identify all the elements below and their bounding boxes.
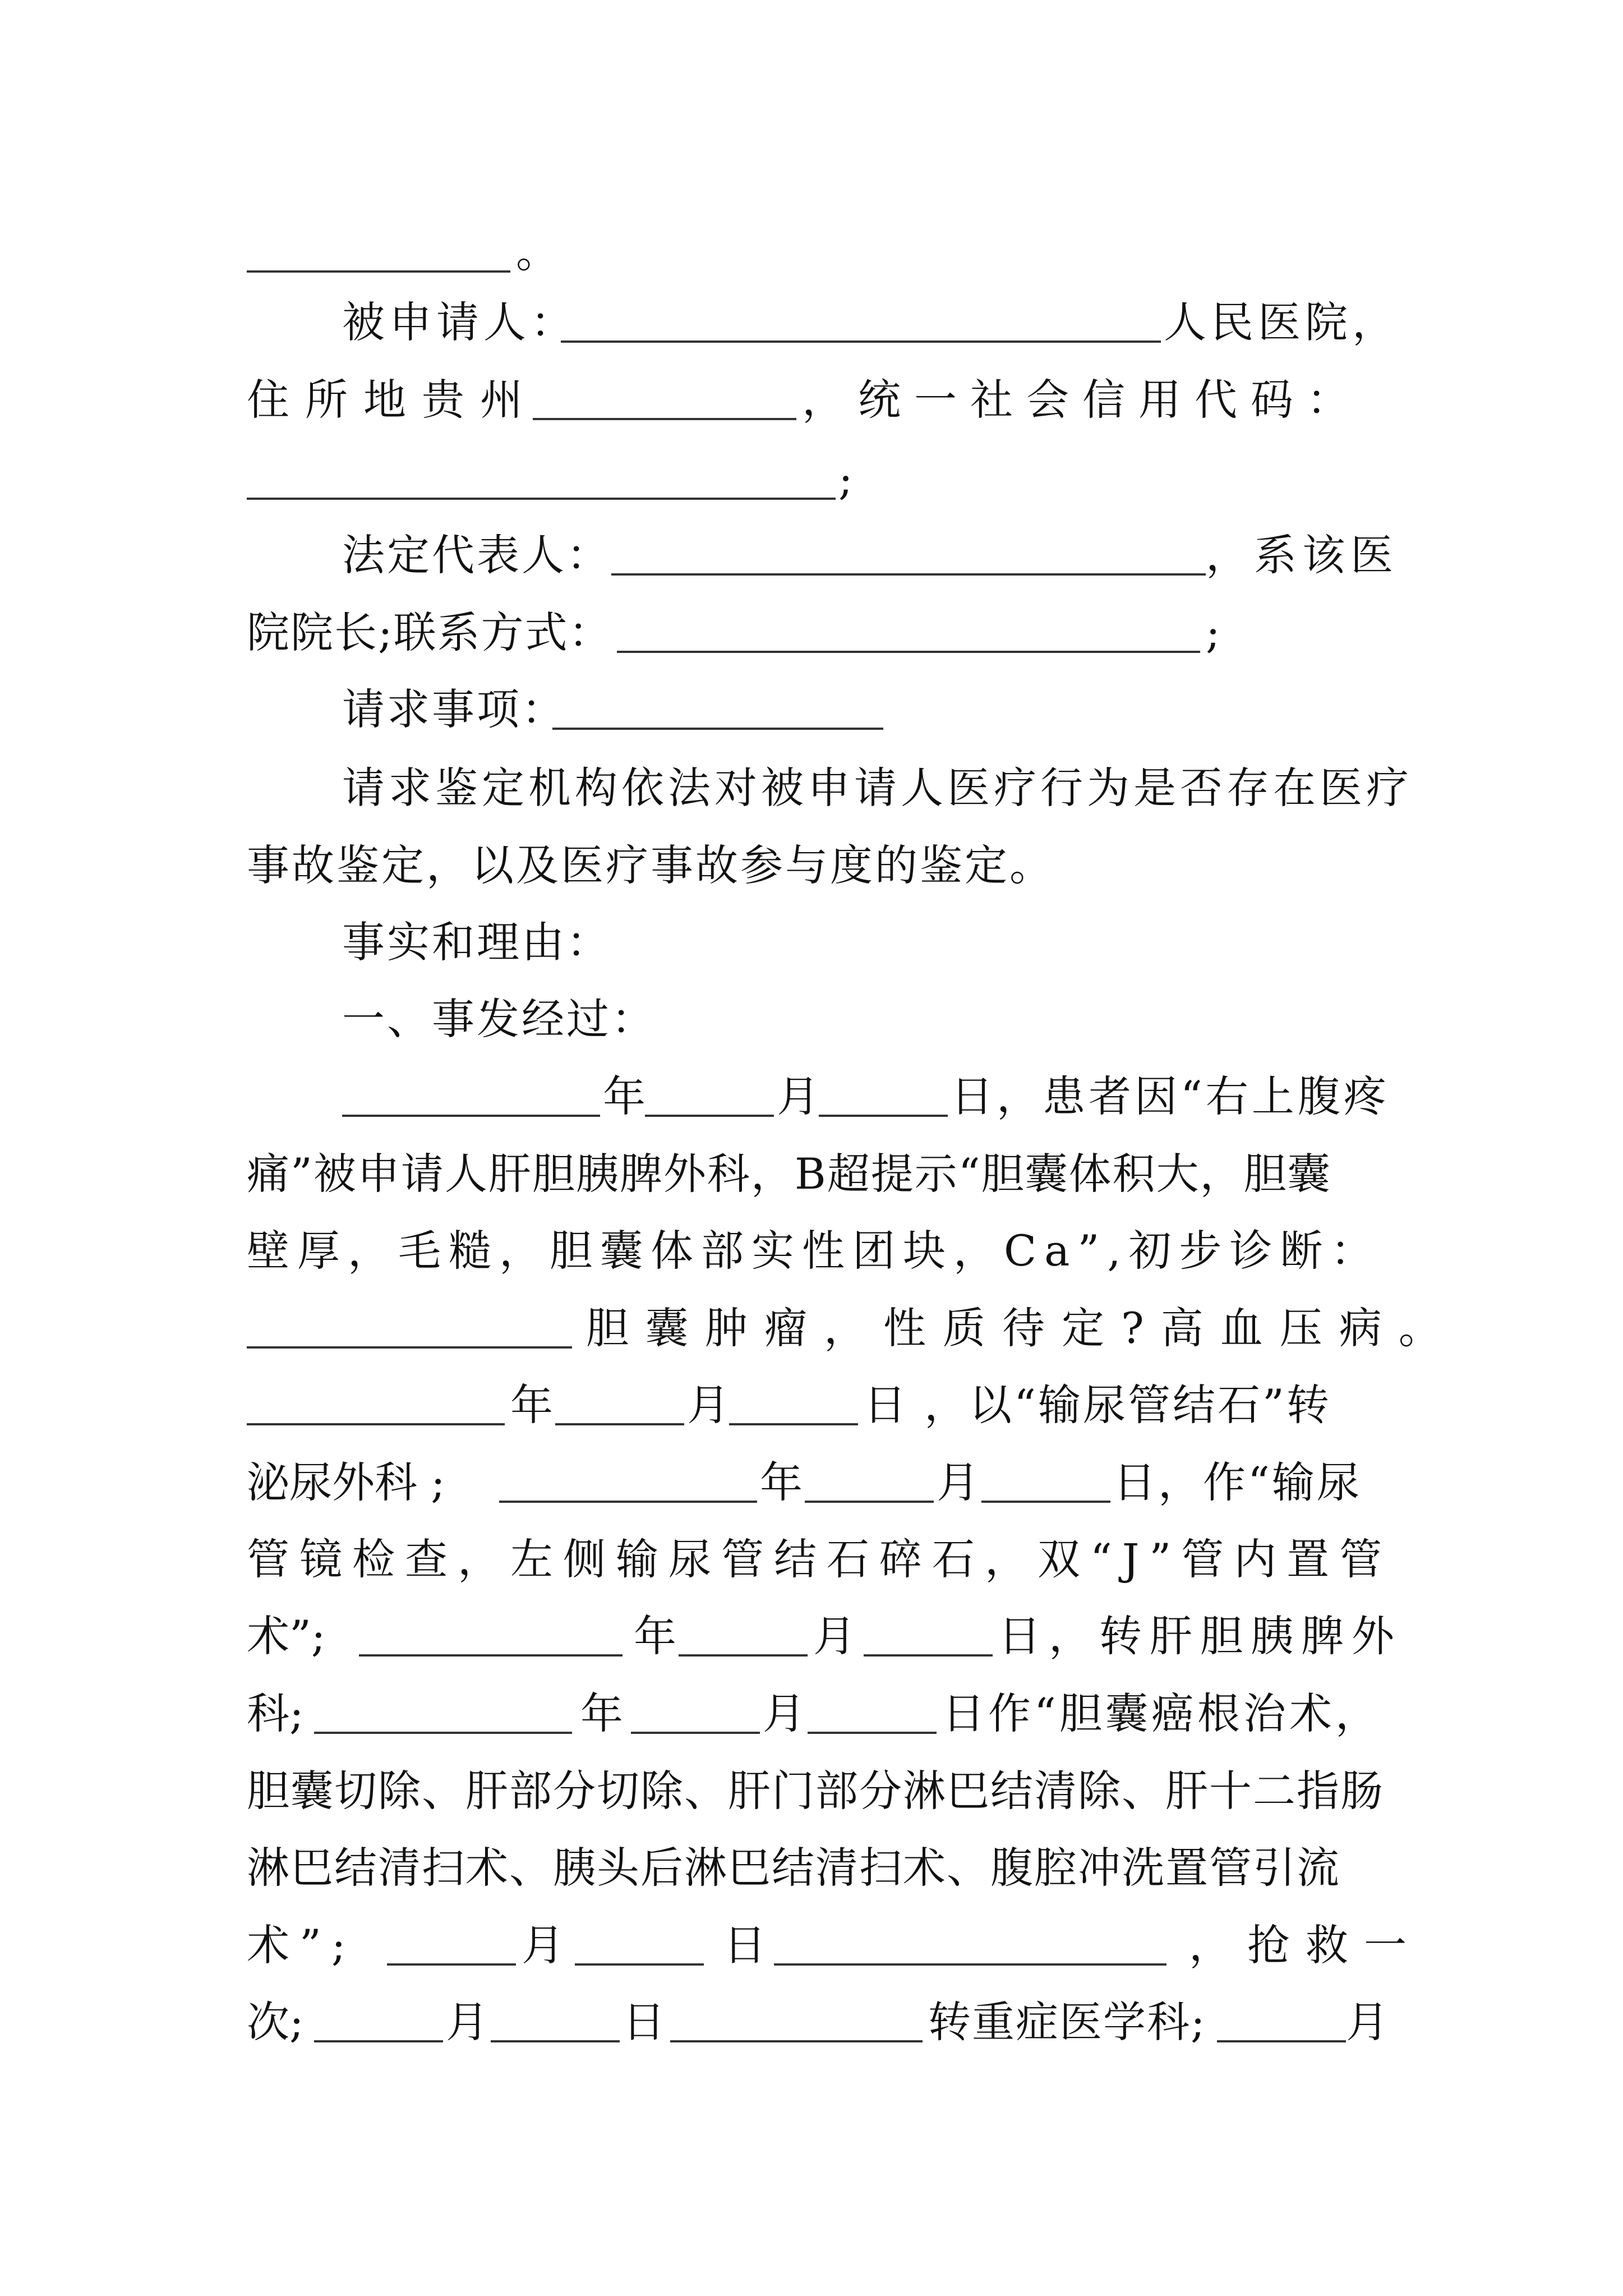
line-segment: 管镜检查，左侧输尿管结石碎石，双“J”管内置管 (247, 1534, 1393, 1584)
fill-blank (631, 1680, 760, 1734)
line-segment: 转重症医学科; (928, 1997, 1206, 2047)
line-segment: 请求事项： (342, 684, 566, 734)
line-segment: 被申请人： (342, 297, 578, 347)
fill-blank (808, 1680, 937, 1734)
text-line (0, 446, 1623, 513)
line-segment: 痛”被申请人肝胆胰脾外科，B超提示“胆囊体积大，胆囊 (247, 1149, 1331, 1199)
line-segment: 院院长;联系方式： (247, 608, 612, 657)
line-segment: 科; (247, 1688, 304, 1738)
text-line (0, 832, 1623, 899)
line-segment: 次; (247, 1997, 304, 2047)
line-segment: 日 (723, 1920, 766, 1970)
text-line (0, 219, 1623, 286)
line-segment: 法定代表人： (342, 530, 611, 580)
text-line (0, 1063, 1623, 1130)
line-segment: ，统一社会信用代码： (802, 375, 1363, 425)
text-line (0, 366, 1623, 434)
line-segment: 月 (777, 1071, 819, 1121)
line-segment: 胆囊切除、肝部分切除、肝门部分淋巴结清除、肝十二指肠 (247, 1766, 1384, 1816)
line-segment: 泌尿外科 ; (247, 1457, 445, 1507)
text-line (0, 986, 1623, 1053)
line-segment: 月 (813, 1611, 856, 1661)
line-segment: 。 (516, 227, 559, 277)
text-line (0, 1526, 1623, 1593)
line-segment: 淋巴结清扫术、胰头后淋巴结清扫术、腹腔冲洗置管引流 (247, 1843, 1340, 1893)
line-segment: ; (1206, 608, 1220, 657)
text-line (0, 1603, 1623, 1670)
line-segment: 年 (634, 1611, 676, 1661)
line-segment: 胆囊肿瘤，性质待定?高血压病。 (586, 1303, 1458, 1353)
line-segment: 月 (522, 1920, 564, 1970)
fill-blank (1217, 1989, 1346, 2042)
line-segment: 日 (623, 1997, 665, 2047)
text-line (0, 1912, 1623, 1979)
line-segment: ，系该医 (1206, 530, 1399, 580)
fill-blank (359, 1603, 623, 1657)
fill-blank (819, 1063, 948, 1117)
line-segment: 壁厚，毛糙，胆囊体部实性团块，Ca”,初步诊断： (247, 1226, 1381, 1276)
line-segment: 事故鉴定，以及医疗事故参与度的鉴定。 (247, 840, 1054, 890)
fill-blank (533, 366, 796, 420)
fill-blank (575, 1912, 704, 1966)
line-segment: 人民医院， (1164, 297, 1399, 347)
text-line (0, 289, 1623, 356)
fill-blank (561, 289, 1161, 343)
fill-blank (774, 1912, 1166, 1966)
fill-blank (617, 599, 1200, 653)
text-line (0, 1449, 1623, 1516)
line-segment: 月 (763, 1688, 805, 1738)
line-segment: 年 (510, 1380, 553, 1430)
text-line (0, 1217, 1623, 1285)
fill-blank (805, 1449, 934, 1503)
line-segment: 年 (760, 1457, 803, 1507)
fill-blank (342, 1063, 600, 1117)
fill-blank (670, 1989, 923, 2042)
fill-blank (645, 1063, 774, 1117)
fill-blank (552, 676, 883, 730)
fill-blank (247, 1372, 505, 1425)
line-segment: 月 (687, 1380, 730, 1430)
line-segment: 月 (446, 1997, 488, 2047)
fill-blank (864, 1603, 993, 1657)
text-line (0, 522, 1623, 589)
fill-blank (247, 1295, 572, 1349)
line-segment: 日，转肝胆胰脾外 (998, 1611, 1402, 1661)
fill-blank (314, 1989, 443, 2042)
fill-blank (679, 1603, 808, 1657)
line-segment: 日作“胆囊癌根治术， (942, 1688, 1381, 1738)
text-line (0, 676, 1623, 743)
fill-blank (729, 1372, 858, 1425)
text-line (0, 754, 1623, 822)
line-segment: 一、事发经过： (342, 994, 656, 1044)
fill-blank (247, 219, 510, 273)
line-segment: 日，患者因“右上腹疼 (951, 1071, 1390, 1121)
line-segment: 术”; (247, 1920, 356, 1970)
fill-blank (499, 1449, 757, 1503)
text-line (0, 1680, 1623, 1747)
line-segment: 年 (603, 1071, 645, 1121)
line-segment: 年 (580, 1688, 623, 1738)
fill-blank (387, 1912, 516, 1966)
line-segment: ; (838, 454, 853, 504)
fill-blank (491, 1989, 620, 2042)
line-segment: 日 ，以“输尿管结石”转 (864, 1380, 1331, 1430)
text-line (0, 1989, 1623, 2056)
line-segment: 月 (1346, 1997, 1389, 2047)
line-segment: 事实和理由： (342, 917, 611, 967)
text-line (0, 909, 1623, 976)
text-line (0, 1372, 1623, 1439)
line-segment: 术”; (247, 1611, 326, 1661)
fill-blank (555, 1372, 684, 1425)
fill-blank (981, 1449, 1110, 1503)
text-line (0, 1834, 1623, 1902)
line-segment: 请求鉴定机构依法对被申请人医疗行为是否存在医疗 (342, 763, 1413, 813)
line-segment: 住所地贵州 (247, 375, 538, 425)
line-segment: ，抢救一 (1189, 1920, 1422, 1970)
text-line (0, 1295, 1623, 1362)
fill-blank (611, 522, 1206, 576)
line-segment: 日，作“输尿 (1113, 1457, 1362, 1507)
fill-blank (247, 446, 836, 500)
text-line (0, 599, 1623, 666)
fill-blank (314, 1680, 572, 1734)
text-line (0, 1140, 1623, 1208)
text-line (0, 1757, 1623, 1825)
line-segment: 月 (937, 1457, 979, 1507)
